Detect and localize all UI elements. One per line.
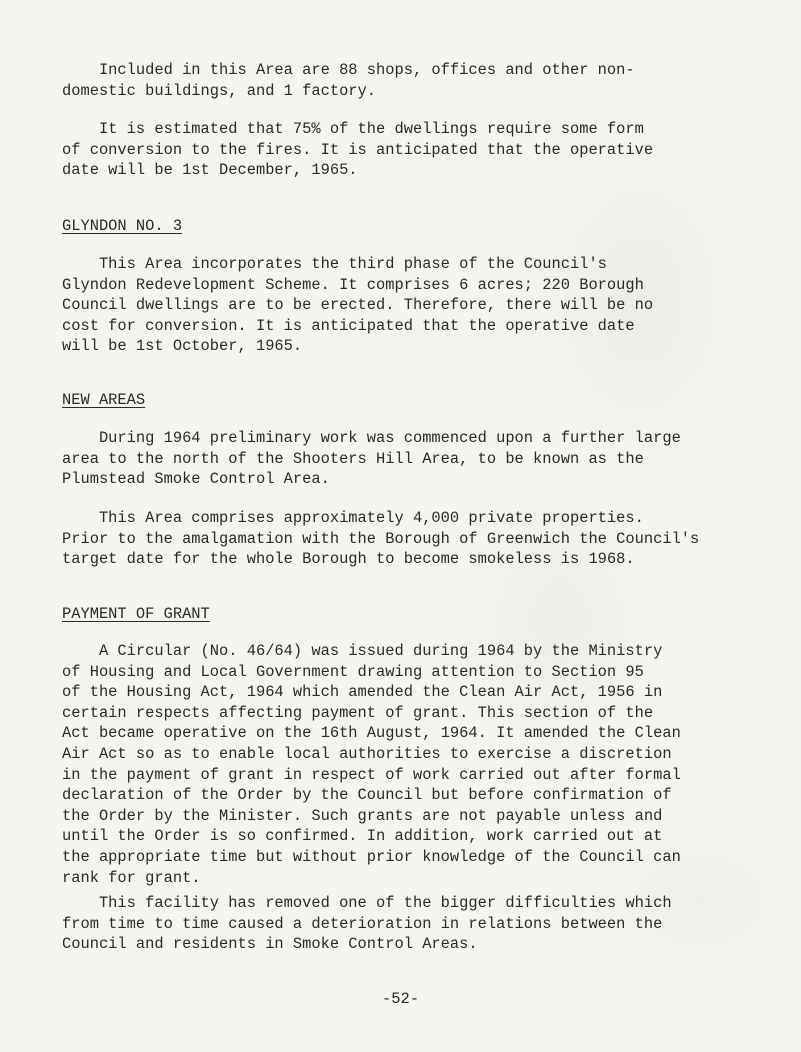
- text-line: Plumstead Smoke Control Area.: [62, 470, 330, 489]
- heading-payment-of-grant: PAYMENT OF GRANT: [62, 605, 210, 623]
- text-line: of the Housing Act, 1964 which amended the Clean Air Act, 1956 in: [62, 683, 663, 702]
- text-line: area to the north of the Shooters Hill Area, to be known as the: [62, 449, 644, 468]
- text-line: of Housing and Local Government drawing attention to Section 95: [62, 662, 644, 681]
- text-line: It is estimated that 75% of the dwellings require some form: [62, 120, 644, 138]
- text-line: will be 1st October, 1965.: [62, 337, 303, 356]
- paragraph-plumstead-area: [62, 428, 752, 490]
- text-line: rank for grant.: [62, 868, 201, 887]
- text-line: Council dwellings are to be erected. Therefore, there will be no: [62, 296, 654, 315]
- paragraph-glyndon-description: [62, 254, 752, 357]
- page-number: -52-: [382, 990, 419, 1008]
- text-line: of conversion to the fires. It is anticipated that the operative: [62, 140, 654, 159]
- text-line: Glyndon Redevelopment Scheme. It comprises 6 acres; 220 Borough: [62, 275, 644, 294]
- text-line: certain respects affecting payment of grant. This section of the: [62, 703, 654, 722]
- text-line: This Area incorporates the third phase of the Council's: [62, 255, 607, 273]
- text-line: cost for conversion. It is anticipated that the operative date: [62, 316, 635, 335]
- text-line: Included in this Area are 88 shops, offices and other non-: [62, 61, 635, 79]
- heading-glyndon-no-3: GLYNDON NO. 3: [62, 217, 183, 235]
- text-line: until the Order is so confirmed. In addition, work carried out at: [62, 827, 663, 846]
- text-line: declaration of the Order by the Council but before confirmation of: [62, 786, 672, 805]
- paragraph-circular: [62, 641, 752, 888]
- text-line: the appropriate time but without prior knowledge of the Council can: [62, 847, 681, 866]
- text-line: This facility has removed one of the bigger difficulties which: [62, 894, 672, 912]
- text-line: During 1964 preliminary work was commenced upon a further large: [62, 429, 681, 447]
- text-line: from time to time caused a deterioration in relations between the: [62, 914, 663, 933]
- text-line: Air Act so as to enable local authorities to exercise a discretion: [62, 744, 672, 763]
- paragraph-shops-count: [62, 60, 752, 101]
- text-line: date will be 1st December, 1965.: [62, 161, 358, 180]
- text-line: target date for the whole Borough to become smokeless is 1968.: [62, 550, 635, 569]
- text-line: Act became operative on the 16th August, 1964. It amended the Clean: [62, 724, 681, 743]
- paragraph-private-properties: [62, 508, 752, 570]
- text-line: domestic buildings, and 1 factory.: [62, 81, 377, 100]
- text-line: Prior to the amalgamation with the Borough of Greenwich the Council's: [62, 529, 700, 548]
- heading-new-areas: NEW AREAS: [62, 391, 146, 409]
- text-line: the Order by the Minister. Such grants are not payable unless and: [62, 806, 663, 825]
- text-line: Council and residents in Smoke Control Areas.: [62, 935, 478, 954]
- paragraph-facility: [62, 893, 752, 955]
- text-line: in the payment of grant in respect of work carried out after formal: [62, 765, 681, 784]
- text-line: This Area comprises approximately 4,000 private properties.: [62, 509, 644, 527]
- paragraph-conversion-estimate: [62, 119, 752, 181]
- text-line: A Circular (No. 46/64) was issued during 1964 by the Ministry: [62, 642, 663, 660]
